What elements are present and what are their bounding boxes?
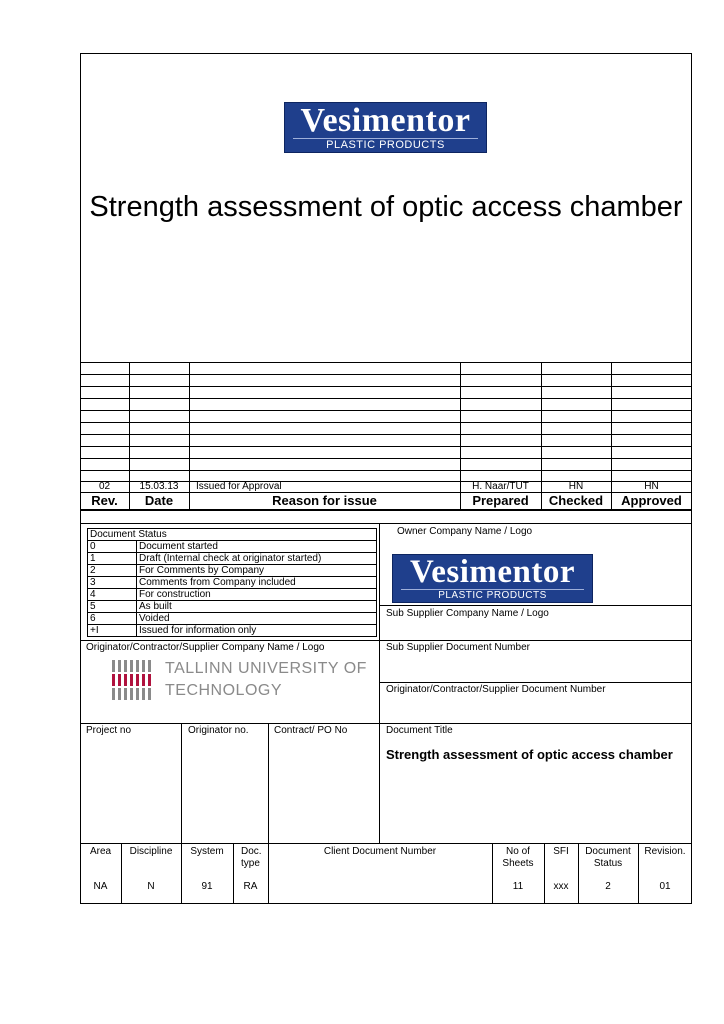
checked-header: Checked: [548, 493, 604, 508]
document-status-header-2: Status: [593, 858, 623, 869]
logo-tagline: PLASTIC PRODUCTS: [401, 589, 584, 602]
document-status-table: [87, 528, 377, 637]
system-value: 91: [201, 881, 213, 892]
logo-tagline: PLASTIC PRODUCTS: [293, 138, 478, 152]
document-status-value: 2: [605, 881, 611, 892]
reason-value: Issued for Approval: [196, 481, 282, 492]
sheets-value: 11: [512, 881, 524, 892]
checked-value: HN: [568, 481, 584, 492]
sheets-header-1: No of: [506, 846, 530, 857]
rev-header: Rev.: [91, 493, 118, 508]
list-item: 1 Draft (Internal check at originator started): [88, 553, 377, 565]
list-item: 0 Document started: [88, 541, 377, 553]
sheets-header-2: Sheets: [502, 858, 534, 869]
revision-header: Revision.: [644, 846, 686, 857]
list-item: 3 Comments from Company included: [88, 577, 377, 589]
discipline-value: N: [147, 881, 155, 892]
approved-header: Approved: [621, 493, 682, 508]
list-item: 2 For Comments by Company: [88, 565, 377, 577]
doc-type-header-2: type: [241, 858, 260, 869]
document-status-header-1: Document: [585, 846, 631, 857]
vesimentor-logo-top: [284, 102, 487, 153]
area-value: NA: [93, 881, 108, 892]
document-title-value: Strength assessment of optic access chamber: [386, 747, 673, 762]
area-header: Area: [89, 846, 112, 857]
list-item: 5 As built: [88, 601, 377, 613]
logo-name: Vesimentor: [300, 102, 471, 139]
revision-value: 01: [659, 881, 671, 892]
owner-company-label: Owner Company Name / Logo: [397, 526, 533, 537]
originator-doc-number-label: Originator/Contractor/Supplier Document Number: [386, 684, 606, 695]
document-main-title: Strength assessment of optic access chamber: [89, 191, 683, 223]
discipline-header: Discipline: [129, 846, 173, 857]
originator-no-label: Originator no.: [188, 725, 249, 736]
list-item: +I Issued for information only: [88, 625, 377, 637]
doc-type-header-1: Doc.: [241, 846, 262, 857]
university-name-line2: TECHNOLOGY: [165, 682, 283, 699]
document-status-heading: Document Status: [88, 529, 377, 541]
contract-po-label: Contract/ PO No: [274, 725, 348, 736]
university-name-line1: TALLINN UNIVERSITY OF: [165, 660, 367, 677]
reason-header: Reason for issue: [272, 493, 377, 508]
tut-emblem-icon: [112, 660, 156, 700]
originator-company-label: Originator/Contractor/Supplier Company Name / Logo: [86, 642, 325, 653]
rev-value: 02: [98, 481, 111, 492]
list-item: 6 Voided: [88, 613, 377, 625]
page-frame: [80, 53, 692, 904]
prepared-value: H. Naar/TUT: [472, 481, 529, 492]
logo-name: Vesimentor: [409, 554, 576, 590]
document-title-label: Document Title: [386, 725, 453, 736]
sub-supplier-company-label: Sub Supplier Company Name / Logo: [386, 608, 549, 619]
sfi-value: xxx: [553, 881, 569, 892]
date-value: 15.03.13: [139, 481, 179, 492]
client-doc-number-header: Client Document Number: [323, 846, 437, 857]
sfi-header: SFI: [553, 846, 569, 857]
prepared-header: Prepared: [472, 493, 529, 508]
date-header: Date: [144, 493, 174, 508]
project-no-label: Project no: [86, 725, 132, 736]
vesimentor-logo-owner: [392, 554, 593, 603]
doc-type-value: RA: [243, 881, 258, 892]
system-header: System: [190, 846, 224, 857]
approved-value: HN: [644, 481, 659, 492]
tut-logo: [112, 660, 156, 705]
list-item: 4 For construction: [88, 589, 377, 601]
sub-supplier-doc-number-label: Sub Supplier Document Number: [386, 642, 530, 653]
